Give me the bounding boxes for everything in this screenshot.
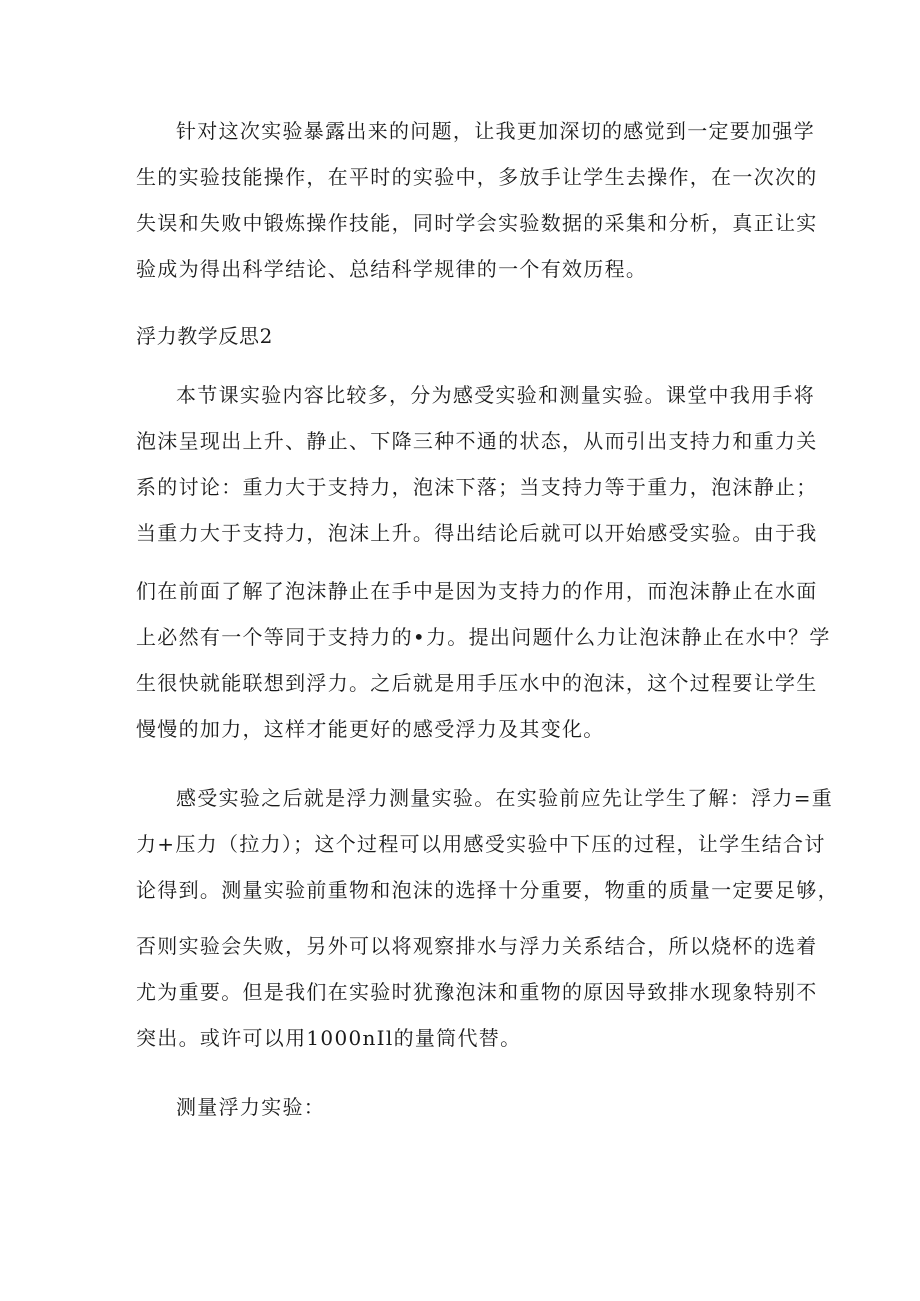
- paragraph-2-line-5: 们在前面了解了泡沫静止在手中是因为支持力的作用，而泡沫静止在水面: [136, 579, 818, 603]
- section-heading: 浮力教学反思2: [136, 324, 273, 348]
- paragraph-3-line-2: 力+压力（拉力）；这个过程可以用感受实验中下压的过程，让学生结合讨: [136, 832, 826, 856]
- paragraph-3-line-1: 感受实验之后就是浮力测量实验。在实验前应先让学生了解：浮力=重: [176, 786, 834, 810]
- paragraph-1-line-3: 失误和失败中锻炼操作技能，同时学会实验数据的采集和分析，真正让实: [136, 211, 818, 235]
- paragraph-3-line-6: 突出。或许可以用1000nIl的量筒代替。: [136, 1026, 522, 1050]
- paragraph-3-line-3: 论得到。测量实验前重物和泡沫的选择十分重要，物重的质量一定要足够，: [136, 878, 839, 902]
- paragraph-2-line-1: 本节课实验内容比较多，分为感受实验和测量实验。课堂中我用手将: [176, 383, 815, 407]
- paragraph-3-line-4: 否则实验会失败，另外可以将观察排水与浮力关系结合，所以烧杯的选着: [136, 934, 818, 958]
- paragraph-2-line-4: 当重力大于支持力，泡沫上升。得出结论后就可以开始感受实验。由于我: [136, 521, 818, 545]
- paragraph-4-line-1: 测量浮力实验：: [176, 1095, 326, 1119]
- paragraph-1-line-2: 生的实验技能操作，在平时的实验中，多放手让学生去操作，在一次次的: [136, 165, 818, 189]
- paragraph-1-line-4: 验成为得出科学结论、总结科学规律的一个有效历程。: [136, 257, 648, 281]
- paragraph-2-line-6: 上必然有一个等同于支持力的•力。提出问题什么力让泡沫静止在水中？学: [136, 625, 831, 649]
- paragraph-2-line-3: 系的讨论：重力大于支持力，泡沫下落；当支持力等于重力，泡沫静止；: [136, 475, 818, 499]
- paragraph-2-line-8: 慢慢的加力，这样才能更好的感受浮力及其变化。: [136, 717, 605, 741]
- paragraph-1-line-1: 针对这次实验暴露出来的问题，让我更加深切的感觉到一定要加强学: [176, 119, 815, 143]
- paragraph-2-line-7: 生很快就能联想到浮力。之后就是用手压水中的泡沫，这个过程要让学生: [136, 671, 818, 695]
- paragraph-3-line-5: 尤为重要。但是我们在实验时犹豫泡沫和重物的原因导致排水现象特别不: [136, 980, 818, 1004]
- paragraph-2-line-2: 泡沫呈现出上升、静止、下降三种不通的状态，从而引出支持力和重力关: [136, 429, 818, 453]
